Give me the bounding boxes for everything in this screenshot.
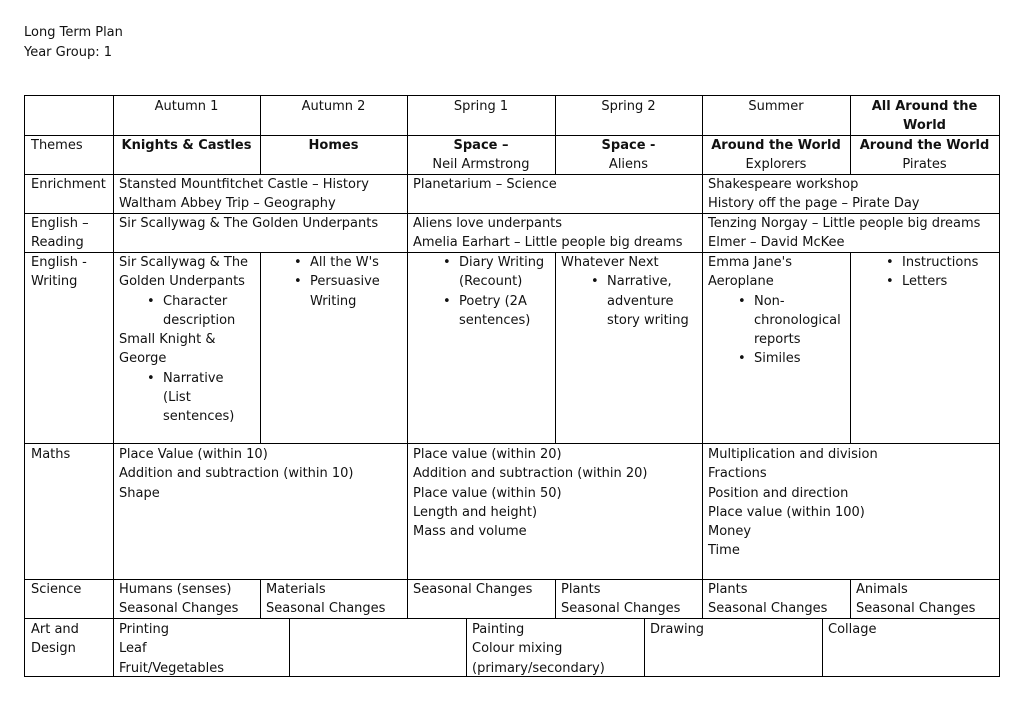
science-autumn-1: [113, 580, 260, 619]
writing-a1-text-3: Small Knight &: [119, 332, 216, 348]
maths-summer: [702, 445, 999, 561]
theme-summer: [702, 136, 850, 175]
art-c1-line: Printing: [119, 622, 170, 637]
theme-all-around-sub: Pirates: [902, 157, 947, 173]
row-label-art-2: Design: [31, 641, 76, 657]
writing-su-text-1: Emma Jane's: [708, 255, 793, 270]
writing-summer: [702, 253, 850, 369]
theme-summer-sub: Explorers: [745, 157, 807, 173]
maths-summer-item: Fractions: [708, 466, 767, 482]
writing-su-bullet-1-cont-2: reports: [754, 332, 801, 348]
science-w-line-1: Animals: [856, 582, 908, 597]
enrichment-autumn: [113, 175, 407, 214]
enrichment-summer: [702, 175, 999, 214]
row-label-enrichment: Enrichment: [31, 177, 106, 192]
theme-autumn-2: Homes: [308, 138, 359, 153]
reading-spring: [407, 214, 702, 253]
maths-summer-item: Multiplication and division: [708, 447, 878, 462]
theme-all-around: [850, 136, 999, 175]
row-label-writing-1: English -: [31, 255, 87, 270]
header-autumn-1: Autumn 1: [154, 99, 219, 114]
art-drawing: Drawing: [650, 622, 705, 637]
writing-s2-bullet-1-cont-1: adventure: [607, 293, 674, 309]
writing-a1-bullet-2-cont-2: sentences): [163, 409, 235, 425]
writing-s1-bullet-2: • Poetry (2A: [459, 292, 555, 311]
enrichment-autumn-line-2: Waltham Abbey Trip – Geography: [119, 196, 336, 212]
enrichment-summer-line-2: History off the page – Pirate Day: [708, 196, 920, 212]
theme-autumn-1: Knights & Castles: [121, 138, 252, 153]
row-label-themes: Themes: [31, 138, 83, 153]
science-s2-line-1: Plants: [561, 582, 601, 597]
science-a2-line-1: Materials: [266, 582, 326, 597]
writing-a1-text-4: George: [119, 351, 167, 367]
science-spring-2: [555, 580, 702, 619]
writing-a2-bullet-2: • Persuasive: [310, 272, 407, 291]
writing-spring-1: [407, 253, 555, 330]
writing-s2-bullet-1: • Narrative,: [607, 272, 702, 291]
theme-spring-1-title: Space –: [453, 138, 509, 153]
art-c3-line: (primary/secondary): [472, 660, 605, 676]
writing-s1-bullet-1: • Diary Writing: [459, 253, 555, 272]
writing-s1-bullet-1-cont: (Recount): [459, 274, 523, 290]
art-collage: Collage: [828, 622, 877, 637]
writing-autumn-1: [113, 253, 260, 427]
row-label-writing-2: Writing: [31, 274, 78, 290]
maths-spring-item: Place value (within 20): [413, 447, 562, 462]
writing-a1-bullet-1: • Character: [163, 292, 260, 311]
writing-autumn-2: [260, 253, 407, 311]
maths-spring: [407, 445, 702, 541]
maths-spring-item: Addition and subtraction (within 20): [413, 466, 648, 482]
science-a2-line-2: Seasonal Changes: [266, 601, 386, 617]
reading-autumn: Sir Scallywag & The Golden Underpants: [119, 216, 379, 231]
art-painting: [466, 620, 644, 678]
writing-s2-text-1: Whatever Next: [561, 255, 659, 270]
reading-summer-line-2: Elmer – David McKee: [708, 235, 845, 251]
enrichment-autumn-line-1: Stansted Mountfitchet Castle – History: [119, 177, 369, 192]
header-summer: Summer: [748, 99, 804, 114]
enrichment-summer-line-1: Shakespeare workshop: [708, 177, 859, 192]
science-w-line-2: Seasonal Changes: [856, 601, 976, 617]
science-su-line-2: Seasonal Changes: [708, 601, 828, 617]
maths-summer-item: Position and direction: [708, 485, 849, 501]
row-label-writing: [25, 253, 113, 292]
writing-a1-bullet-2-cont-1: (List: [163, 390, 191, 406]
writing-s1-bullet-2-cont: sentences): [459, 312, 531, 328]
maths-spring-item: Mass and volume: [413, 524, 527, 540]
writing-a1-text-1: Sir Scallywag & The: [119, 255, 249, 270]
writing-su-bullet-1: • Non-: [754, 292, 850, 311]
row-label-maths: Maths: [31, 447, 71, 462]
theme-spring-2-title: Space -: [601, 138, 656, 153]
science-a1-line-1: Humans (senses): [119, 582, 232, 597]
science-su-line-1: Plants: [708, 582, 748, 597]
header-all-around-line-1: All Around the: [871, 99, 978, 114]
maths-autumn-item: Shape: [119, 485, 160, 501]
maths-autumn-item: Addition and subtraction (within 10): [119, 466, 354, 482]
art-c3-line: Painting: [472, 622, 525, 637]
row-label-science: Science: [31, 582, 82, 597]
writing-spring-2: [555, 253, 702, 330]
row-label-reading-1: English –: [31, 216, 89, 231]
science-spring-1: Seasonal Changes: [413, 582, 533, 597]
writing-a2-bullet-2-cont: Writing: [310, 293, 357, 309]
writing-all-around: [850, 253, 999, 292]
maths-summer-item: Time: [708, 543, 740, 559]
maths-autumn-item: Place Value (within 10): [119, 447, 268, 462]
science-a1-line-2: Seasonal Changes: [119, 601, 239, 617]
writing-a2-bullet-1: • All the W's: [310, 253, 407, 272]
maths-autumn: [113, 445, 407, 503]
header-spring-2: Spring 2: [601, 99, 656, 114]
writing-w-bullet-2: • Letters: [902, 272, 999, 291]
maths-spring-item: Place value (within 50): [413, 485, 562, 501]
year-group: Year Group: 1: [24, 45, 113, 60]
theme-all-around-title: Around the World: [859, 138, 990, 153]
reading-summer: [702, 214, 999, 253]
writing-a1-bullet-1-cont: description: [163, 312, 236, 328]
theme-spring-1-sub: Neil Armstrong: [432, 157, 530, 173]
writing-w-bullet-1: • Instructions: [902, 253, 999, 272]
header-all-around-the-world: [850, 97, 999, 136]
art-c1-line: Leaf: [119, 641, 147, 657]
writing-s2-bullet-1-cont-2: story writing: [607, 312, 689, 328]
reading-spring-line-1: Aliens love underpants: [413, 216, 563, 231]
science-all-around: [850, 580, 999, 619]
maths-summer-item: Money: [708, 524, 752, 540]
maths-summer-item: Place value (within 100): [708, 504, 865, 520]
row-label-reading: [25, 214, 113, 253]
science-s2-line-2: Seasonal Changes: [561, 601, 681, 617]
theme-summer-title: Around the World: [711, 138, 841, 153]
document-title: Long Term Plan: [24, 25, 123, 40]
art-c3-line: Colour mixing: [472, 641, 563, 657]
theme-spring-2: [555, 136, 702, 175]
header-autumn-2: Autumn 2: [301, 99, 366, 114]
writing-su-bullet-2: • Similes: [754, 349, 850, 368]
reading-spring-line-2: Amelia Earhart – Little people big dreams: [413, 235, 683, 251]
writing-a1-bullet-2: • Narrative: [163, 369, 260, 388]
header-all-around-line-2: World: [903, 118, 946, 134]
science-summer: [702, 580, 850, 619]
header-spring-1: Spring 1: [453, 99, 509, 114]
writing-su-bullet-1-cont-1: chronological: [754, 312, 841, 328]
enrichment-spring: Planetarium – Science: [413, 177, 557, 192]
art-c1-line: Fruit/Vegetables: [119, 660, 225, 676]
theme-spring-2-sub: Aliens: [608, 157, 649, 173]
row-label-reading-2: Reading: [31, 235, 84, 251]
maths-spring-item: Length and height): [413, 504, 538, 520]
writing-a1-text-2: Golden Underpants: [119, 274, 245, 290]
row-label-art: [25, 620, 113, 659]
science-autumn-2: [260, 580, 407, 619]
writing-su-text-2: Aeroplane: [708, 274, 774, 290]
row-label-art-1: Art and: [31, 622, 79, 637]
reading-summer-line-1: Tenzing Norgay – Little people big dreams: [708, 216, 981, 231]
art-printing: [113, 620, 289, 678]
theme-spring-1: [407, 136, 555, 175]
